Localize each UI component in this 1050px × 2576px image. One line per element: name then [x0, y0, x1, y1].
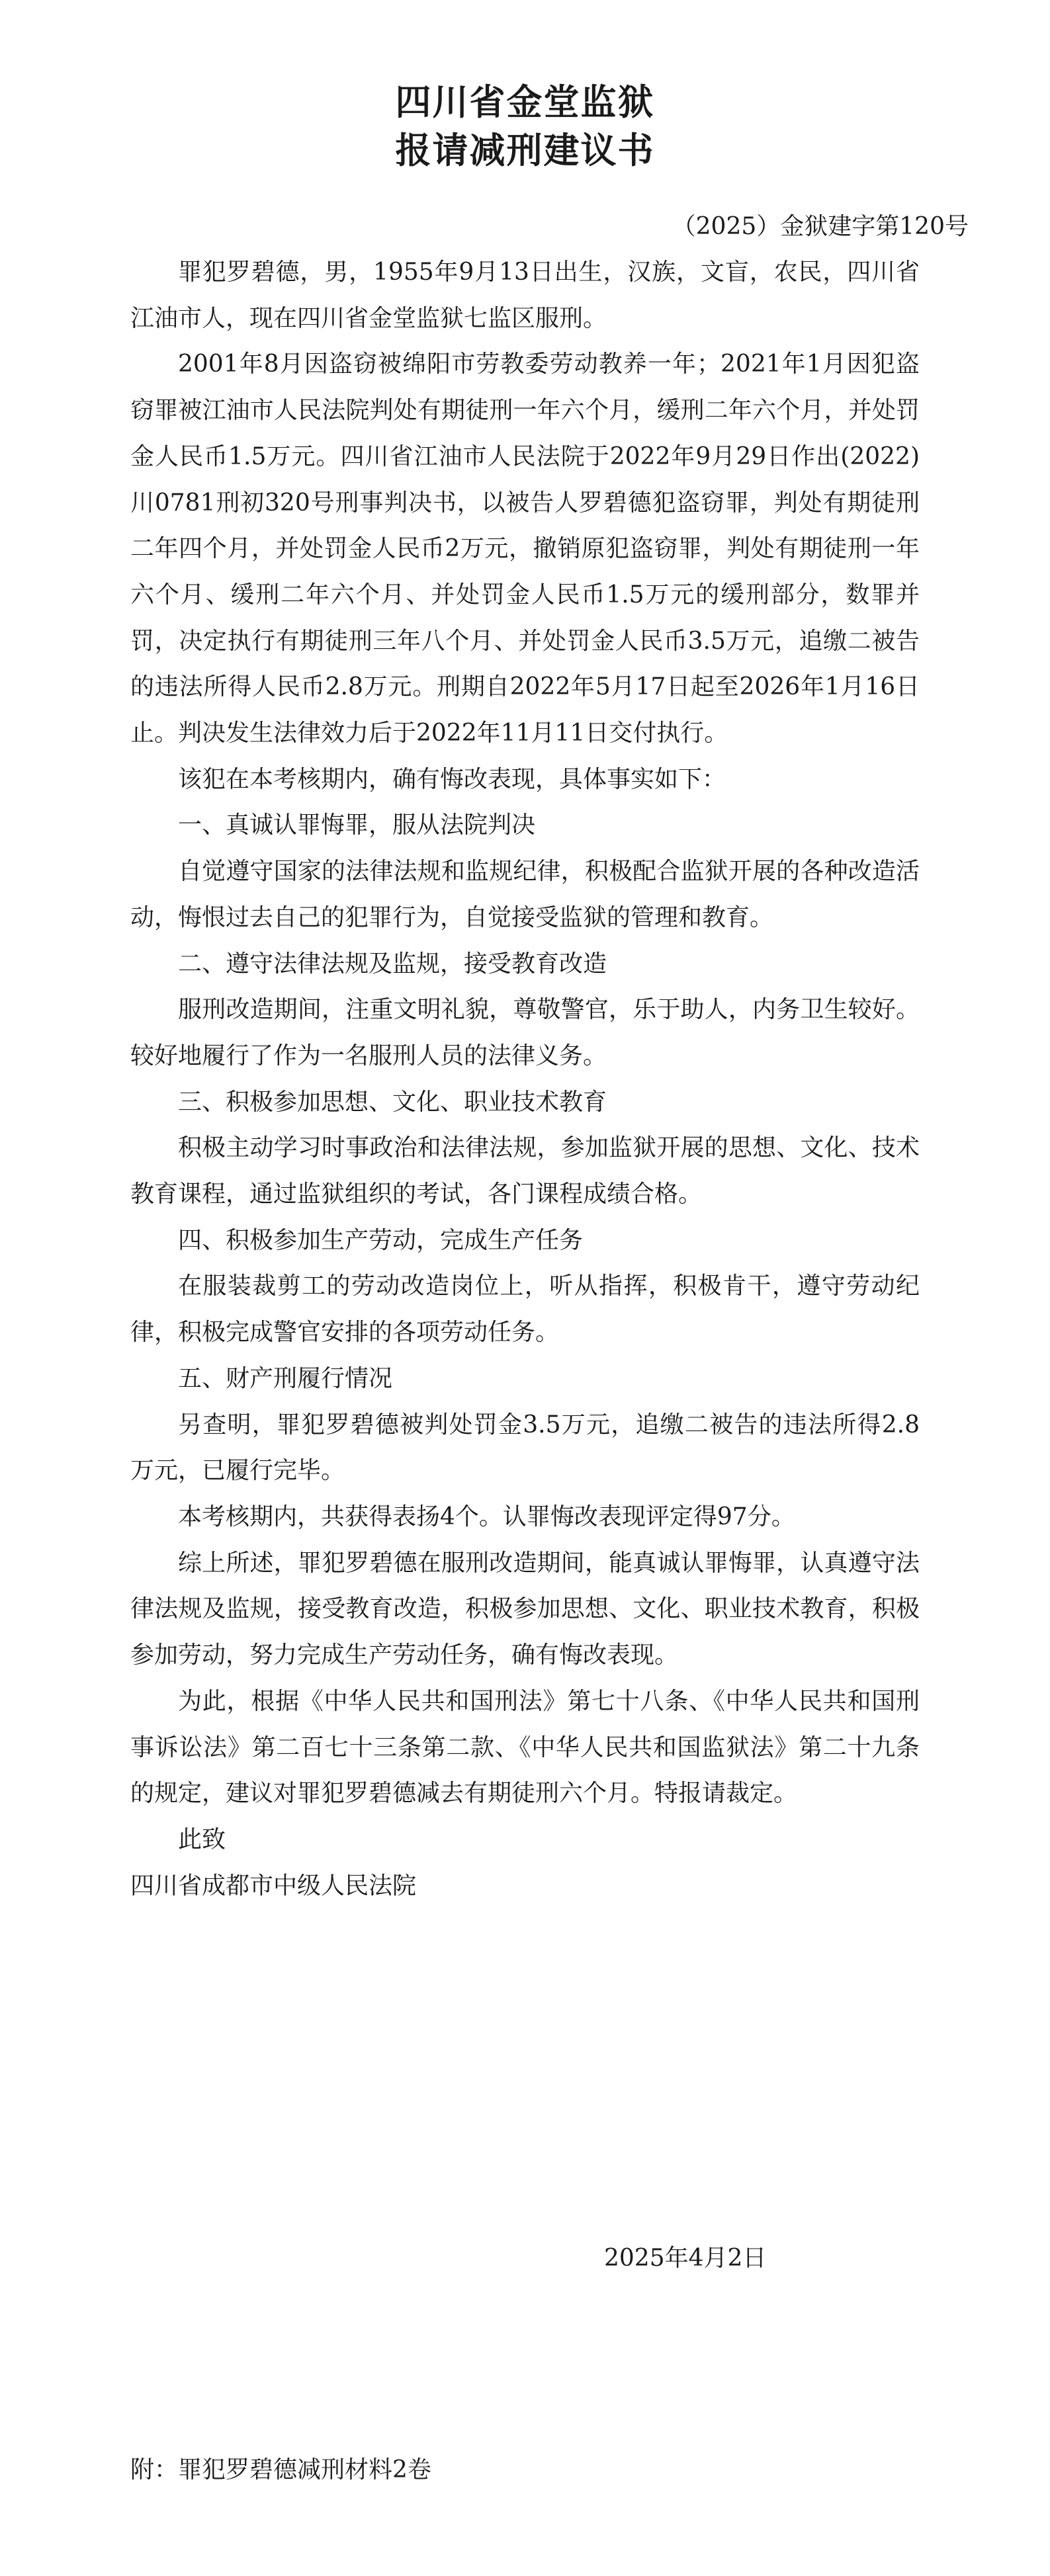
section-heading-1: 一、真诚认罪悔罪，服从法院判决	[178, 811, 536, 839]
document-number: （2025）金狱建字第120号	[672, 213, 969, 240]
document-title-line2: 报请减刑建议书	[395, 130, 655, 171]
recipient-court: 四川省成都市中级人民法院	[130, 1872, 417, 1899]
attachment-note: 附：罪犯罗碧德减刑材料2卷	[130, 2456, 431, 2483]
paragraph-section-5: 另查明，罪犯罗碧德被判处罚金3.5万元，追缴二被告的违法所得2.8万元，已履行完毕。	[130, 1411, 920, 1485]
section-heading-3: 三、积极参加思想、文化、职业技术教育	[178, 1088, 607, 1116]
paragraph-commendations: 本考核期内，共获得表扬4个。认罪悔改表现评定得97分。	[178, 1503, 795, 1530]
section-heading-5: 五、财产刑履行情况	[178, 1364, 393, 1392]
paragraph-recommendation: 为此，根据《中华人民共和国刑法》第七十八条、《中华人民共和国刑事诉讼法》第二百七十三条第二款、《中华人民共和国监狱法》第二十九条的规定，建议对罪犯罗碧德减去有期徒刑六个月。特报请裁定。	[130, 1687, 920, 1807]
paragraph-criminal-history: 2001年8月因盗窃被绵阳市劳教委劳动教养一年；2021年1月因犯盗窃罪被江油市人民法院判处有期徒刑一年六个月，缓刑二年六个月，并处罚金人民币1.5万元。四川省江油市人民法院于2022年9月29日作出(2022)川0781刑初320号刑事判决书，以被告人罗碧德犯盗窃罪，判处有期徒刑二年四个月，并处罚金人民币2万元，撤销原犯盗窃罪，判处有期徒刑一年六个月、缓刑二年六个月、并处罚金人民币1.5万元的缓刑部分，数罪并罚，决定执行有期徒刑三年八个月、并处罚金人民币3.5万元，追缴二被告的违法所得人民币2.8万元。刑期自2022年5月17日起至2026年1月16日止。判决发生法律效力后于2022年11月11日交付执行。	[130, 351, 920, 747]
paragraph-section-1: 自觉遵守国家的法律法规和监规纪律，积极配合监狱开展的各种改造活动，悔恨过去自己的犯罪行为，自觉接受监狱的管理和教育。	[130, 858, 920, 931]
paragraph-section-2: 服刑改造期间，注重文明礼貌，尊敬警官，乐于助人，内务卫生较好。较好地履行了作为一名服刑人员的法律义务。	[130, 996, 920, 1069]
document-title-line1: 四川省金堂监狱	[395, 81, 655, 123]
document-body	[130, 249, 920, 1909]
paragraph-offender-info: 罪犯罗碧德，男，1955年9月13日出生，汉族，文盲，农民，四川省江油市人，现在四川省金堂监狱七监区服刑。	[130, 259, 920, 332]
paragraph-section-3: 积极主动学习时事政治和法律法规，参加监狱开展的思想、文化、技术教育课程，通过监狱组织的考试，各门课程成绩合格。	[130, 1134, 920, 1208]
paragraph-intro-facts: 该犯在本考核期内，确有悔改表现，具体事实如下：	[178, 765, 726, 793]
paragraph-summary: 综上所述，罪犯罗碧德在服刑改造期间，能真诚认罪悔罪，认真遵守法律法规及监规，接受教育改造，积极参加思想、文化、职业技术教育，积极参加劳动，努力完成生产劳动任务，确有悔改表现。	[130, 1549, 920, 1669]
paragraph-section-4: 在服装裁剪工的劳动改造岗位上，听从指挥，积极肯干，遵守劳动纪律，积极完成警官安排的各项劳动任务。	[130, 1272, 920, 1347]
section-heading-2: 二、遵守法律法规及监规，接受教育改造	[178, 950, 607, 977]
paragraph-salutation: 此致	[178, 1825, 226, 1853]
section-heading-4: 四、积极参加生产劳动，完成生产任务	[178, 1226, 584, 1254]
document-date: 2025年4月2日	[604, 2245, 767, 2272]
